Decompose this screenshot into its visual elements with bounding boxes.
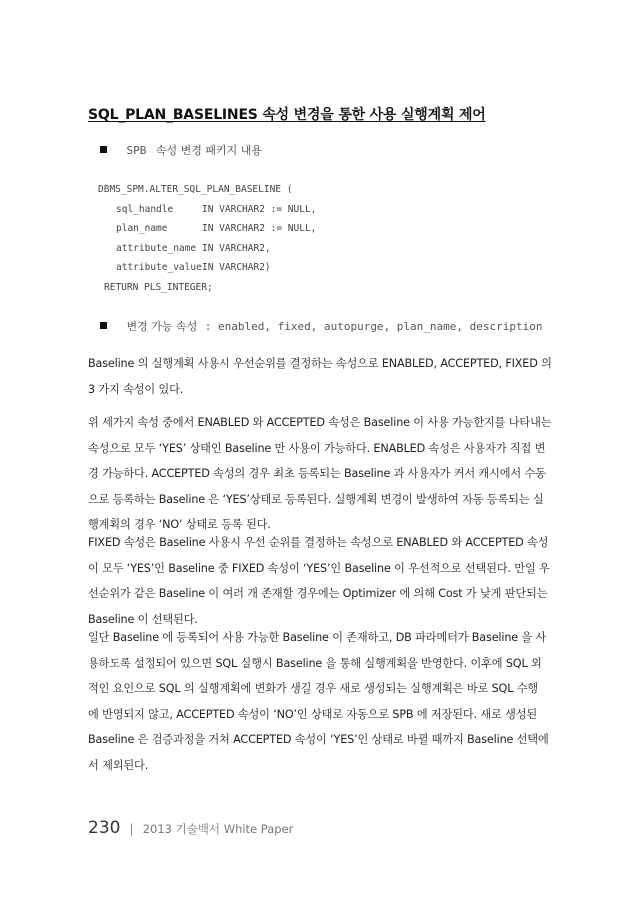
paragraph-line: FIXED 속성은 Baseline 사용시 우선 순위를 결정하는 속성으로 ENABLED 와 ACCEPTED 속성	[88, 536, 549, 549]
code-arg-name: attribute_value	[116, 262, 202, 273]
code-arg-type: IN VARCHAR2)	[202, 262, 271, 273]
paragraph-line: Baseline 의 실행계획 사용시 우선순위를 결정하는 속성으로 ENABLED, ACCEPTED, FIXED 의	[88, 357, 552, 370]
square-bullet-icon	[100, 146, 107, 153]
code-arg-type: IN VARCHAR2 := NULL,	[202, 223, 317, 234]
paragraph-line: 일단 Baseline 에 등록되어 사용 가능한 Baseline 이 존재하고, DB 파라메터가 Baseline 을 사	[88, 631, 547, 644]
footer-publication: 2013 기술백서 White Paper	[142, 822, 294, 836]
page-footer	[88, 818, 293, 838]
paragraph	[88, 351, 556, 402]
code-block	[98, 180, 316, 297]
paragraph-line: 에 반영되지 않고, ACCEPTED 속성이 ‘NO’인 상태로 자동으로 SPB 에 저장된다. 새로 생성된	[88, 707, 538, 721]
code-arg-name: attribute_name	[116, 242, 197, 254]
bullet-label: 변경 가능 속성	[126, 320, 198, 333]
code-arg	[98, 239, 316, 259]
bullet-prefix: SPB	[126, 144, 147, 157]
code-arg-name: plan_name	[116, 223, 168, 234]
code-arg	[98, 200, 316, 220]
paragraph-line: Baseline 이 선택된다.	[88, 612, 198, 626]
paragraph-line: 경 가능하다. ACCEPTED 속성의 경우 최초 등록되는 Baseline 과 사용자가 커서 캐시에서 수동	[88, 467, 546, 480]
bullet-changeable-attributes	[100, 318, 543, 334]
section-title: SQL_PLAN_BASELINES 속성 변경을 통한 사용 실행계획 제어	[88, 107, 486, 123]
paragraph-line: Baseline 은 검증과정을 거쳐 ACCEPTED 속성이 ‘YES’인 상태로 바뀔 때까지 Baseline 선택에	[88, 733, 549, 746]
code-arg	[98, 219, 316, 239]
paragraph-line: 선순위가 같은 Baseline 이 여러 개 존재할 경우에는 Optimizer 에 의해 Cost 가 낮게 판단되는	[88, 587, 548, 600]
paragraph-line: 서 제외된다.	[88, 758, 149, 772]
code-arg-type: IN VARCHAR2,	[202, 242, 271, 254]
paragraph-line: 속성으로 모두 ‘YES’ 상태인 Baseline 만 사용이 가능하다. ENABLED 속성은 사용자가 직접 변	[88, 441, 546, 455]
paragraph	[88, 530, 556, 632]
paragraph	[88, 625, 556, 778]
paragraph-line: 위 세가지 속성 중에서 ENABLED 와 ACCEPTED 속성은 Baseline 이 사용 가능한지를 나타내는	[88, 416, 552, 429]
bullet-label: 속성 변경 패키지 내용	[155, 144, 262, 157]
page-number: 230	[88, 818, 121, 838]
square-bullet-icon	[100, 322, 107, 329]
paragraph-line: 용하도록 설정되어 있으면 SQL 실행시 Baseline 을 통해 실행계획을 반영한다. 이후에 SQL 외	[88, 656, 542, 670]
footer-separator: |	[129, 822, 134, 836]
code-arg-type: IN VARCHAR2 := NULL,	[202, 203, 317, 215]
paragraph-line: 이 모두 ‘YES’인 Baseline 중 FIXED 속성이 ‘YES’인 Baseline 이 우선적으로 선택된다. 만일 우	[88, 561, 550, 575]
code-call: DBMS_SPM.ALTER_SQL_PLAN_BASELINE (	[98, 184, 293, 195]
code-return: RETURN PLS_INTEGER;	[104, 281, 213, 293]
paragraph-line: 3 가지 속성이 있다.	[88, 382, 184, 396]
bullet-values: : enabled, fixed, autopurge, plan_name, description	[204, 320, 543, 333]
code-arg-name: sql_handle	[116, 203, 174, 215]
paragraph	[88, 410, 556, 538]
paragraph-line: 으로 등록하는 Baseline 은 ‘YES’상태로 등록된다. 실행계획 변경이 발생하여 자동 등록되는 실	[88, 492, 544, 506]
bullet-spb-package	[100, 142, 262, 158]
paragraph-line: 적인 요인으로 SQL 의 실행계획에 변화가 생길 경우 새로 생성되는 실행계획은 바로 SQL 수행	[88, 682, 539, 695]
code-arg	[98, 258, 316, 278]
paragraph-line: 행계획의 경우 ‘NO’ 상태로 등록 된다.	[88, 518, 271, 531]
